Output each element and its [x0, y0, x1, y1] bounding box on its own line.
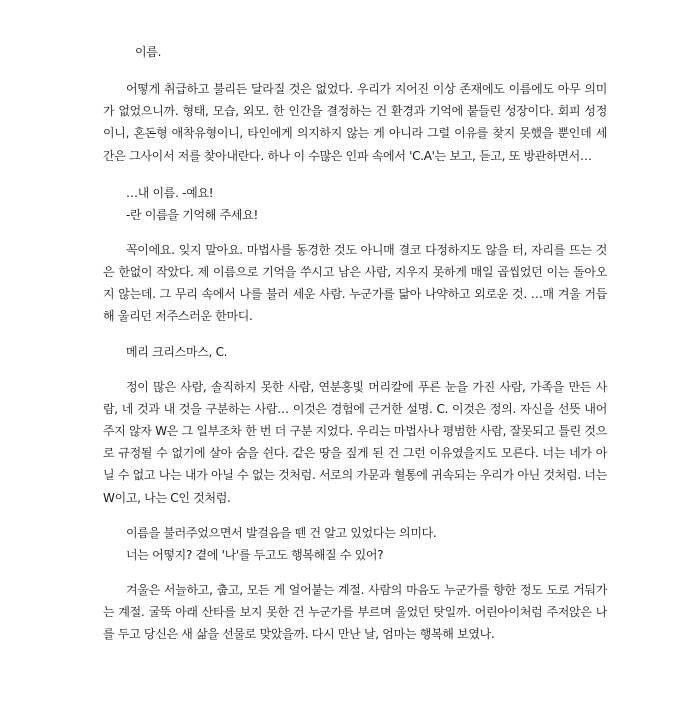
greeting-line: 메리 크리스마스, C.: [126, 344, 228, 359]
dialog-line-2: -란 이름을 기억해 주세요!: [126, 207, 259, 222]
document-page: [103, 41, 607, 645]
paragraph-3: 정이 많은 사람, 솔직하지 못한 사람, 연분홍빛 머리칼에 푸른 눈을 가진 사람, 가족을 만든 사람, 네 것과 내 것을 구분하는 사람… 이것은 경험에 근거한 설명. C. 이것은 정의. 자신을 선뜻 내어주지 않자 W은 그 일부조차 한 번 더 구분 지었다. 우리는 마법사나 평범한 사람, 잘못되고 틀린 것으로 규정될 수 없기에 살아 숨을 쉰다. 같은 땅을 짚게 된 건 그런 이유였을지도 모른다. 너는 네가 아닐 수 없고 나는 내가 아닐 수 없는 것처럼. 서로의 가문과 혈통에 귀속되는 우리가 아닌 것처럼. 너는 W이고, 나는 C인 것처럼.: [103, 379, 607, 505]
spacer: [103, 167, 607, 182]
paragraph-1: 어떻게 취급하고 불리든 달라질 것은 없었다. 우리가 지어진 이상 존재에도 이름에도 아무 의미가 없었으니까. 형태, 모습, 외모. 한 인간을 결정하는 건 환경과 기억에 붙들린 성장이다. 회피 성정이니, 혼돈형 애착유형이니, 타인에게 의지하지 않는 게 아니라 그럴 이유를 찾지 못했을 뿐인데 세간은 그사이서 저를 찾아내란다. 하나 이 수많은 인파 속에서 'C.A'는 보고, 듣고, 또 방관하면서…: [103, 82, 607, 163]
spacer: [103, 363, 607, 376]
spacer: [103, 566, 607, 579]
spacer: [103, 328, 607, 341]
paragraph-5: 겨울은 서늘하고, 춥고, 모든 게 얼어붙는 계절. 사람의 마음도 누군가를 향한 정도 도로 거둬가는 계절. 굴뚝 아래 산타를 보지 못한 건 누군가를 부르며 울었던 탓일까. 어린아이처럼 주저앉은 나를 두고 당신은 새 삶을 선물로 맞았을까. 다시 만난 날, 엄마는 행복해 보였나.: [103, 582, 607, 642]
paragraph-2: 꼭이에요. 잊지 말아요. 마법사를 동경한 것도 아니매 결코 다정하지도 않을 터, 자리를 뜨는 것은 한없이 작았다. 제 이름으로 기억을 쑤시고 남은 사람, 지우지 못하게 매일 곱씹었던 이는 돌아오지 않는데. 그 무리 속에서 나를 불러 세운 사람. 누군가를 닮아 나약하고 외로운 것. …매 겨울 거듭해 울리던 저주스러운 한마디.: [103, 242, 607, 324]
line-4a: 이름을 불러주었으면서 발걸음을 뗀 건 알고 있었다는 의미다.: [126, 525, 437, 540]
line-4b: 너는 어떻지? 곁에 '나'를 두고도 행복해질 수 있어?: [126, 547, 384, 562]
spacer: [103, 509, 607, 522]
spacer: [103, 226, 607, 239]
document-title: 이름.: [135, 45, 162, 59]
spacer: [103, 63, 607, 78]
dialog-line-1: …내 이름. -예요!: [126, 185, 214, 200]
